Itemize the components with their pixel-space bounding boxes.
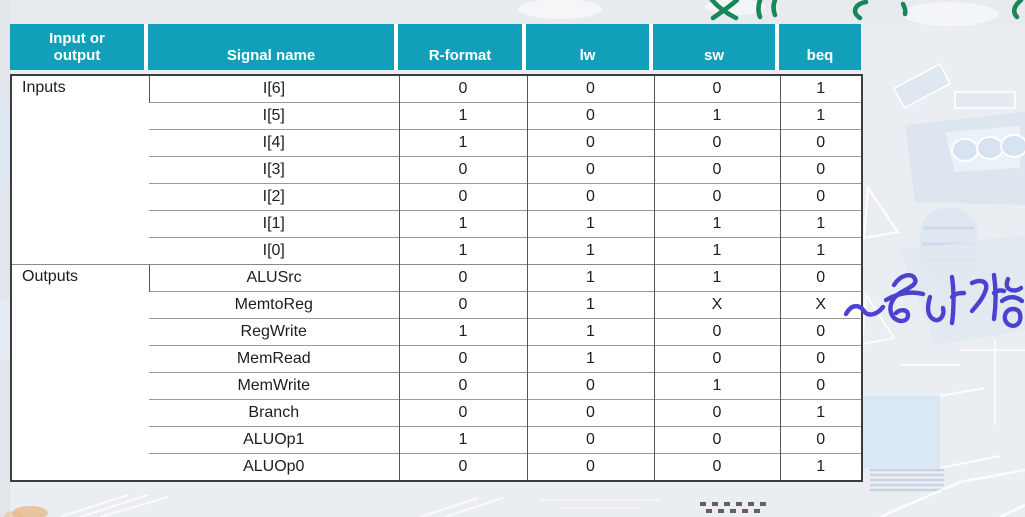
table-row (11, 265, 862, 292)
signal-value-cell: 0 (654, 319, 780, 346)
signal-value-cell: 0 (780, 265, 862, 292)
signal-value-cell: 0 (654, 454, 780, 482)
signal-value-cell: X (654, 292, 780, 319)
signal-name-cell: I[2] (149, 184, 399, 211)
column-header-label: sw (703, 47, 724, 64)
signal-value-cell: 1 (654, 373, 780, 400)
table-row (11, 75, 862, 103)
column-header-signal-name (148, 24, 398, 70)
signal-value-cell: 1 (780, 211, 862, 238)
signal-name-cell: MemtoReg (149, 292, 399, 319)
handwritten-note (842, 270, 1024, 336)
signal-value-cell: 1 (399, 319, 527, 346)
signal-value-cell: 1 (654, 103, 780, 130)
signal-value-cell: 0 (399, 454, 527, 482)
column-header-label: lw (579, 47, 596, 64)
column-header-sw (653, 24, 779, 70)
signal-value-cell: 0 (780, 319, 862, 346)
signal-value-cell: 0 (399, 157, 527, 184)
signal-value-cell: 1 (399, 103, 527, 130)
signal-value-cell: 0 (399, 292, 527, 319)
signal-value-cell: 0 (527, 454, 654, 482)
signal-value-cell: 0 (780, 130, 862, 157)
signal-value-cell: 0 (527, 373, 654, 400)
table-body (11, 75, 862, 481)
signal-name-cell: ALUOp1 (149, 427, 399, 454)
signal-name-cell: I[0] (149, 238, 399, 265)
signal-name-cell: ALUOp0 (149, 454, 399, 482)
column-header-label: R-format (428, 47, 492, 64)
signal-value-cell: 1 (399, 238, 527, 265)
signal-value-cell: 1 (527, 265, 654, 292)
control-table-header (10, 24, 861, 70)
signal-value-cell: 1 (780, 454, 862, 482)
signal-value-cell: 0 (527, 103, 654, 130)
signal-value-cell: 1 (654, 265, 780, 292)
signal-value-cell: 0 (780, 373, 862, 400)
signal-value-cell: 0 (780, 346, 862, 373)
signal-name-cell: RegWrite (149, 319, 399, 346)
signal-value-cell: 0 (780, 427, 862, 454)
column-header-input-or-output (10, 24, 148, 70)
column-header-beq (779, 24, 861, 70)
signal-value-cell: 0 (654, 75, 780, 103)
signal-value-cell: 0 (654, 157, 780, 184)
signal-value-cell: 0 (527, 400, 654, 427)
signal-value-cell: 1 (780, 75, 862, 103)
signal-value-cell: 0 (654, 427, 780, 454)
signal-value-cell: 0 (780, 184, 862, 211)
signal-value-cell: X (780, 292, 862, 319)
signal-value-cell: 1 (527, 346, 654, 373)
signal-name-cell: I[4] (149, 130, 399, 157)
signal-name-cell: I[5] (149, 103, 399, 130)
column-header-label: Signal name (226, 47, 316, 64)
signal-value-cell: 1 (654, 238, 780, 265)
signal-value-cell: 1 (399, 130, 527, 157)
signal-value-cell: 1 (399, 211, 527, 238)
signal-value-cell: 0 (780, 157, 862, 184)
signal-value-cell: 1 (527, 292, 654, 319)
signal-value-cell: 0 (399, 75, 527, 103)
signal-name-cell: I[6] (149, 75, 399, 103)
signal-name-cell: MemWrite (149, 373, 399, 400)
signal-value-cell: 0 (654, 130, 780, 157)
signal-value-cell: 0 (527, 427, 654, 454)
signal-value-cell: 0 (527, 75, 654, 103)
signal-name-cell: Branch (149, 400, 399, 427)
row-group-label: Inputs (11, 75, 149, 265)
signal-value-cell: 1 (527, 211, 654, 238)
signal-name-cell: I[3] (149, 157, 399, 184)
handwriting-top-strokes (690, 0, 1025, 22)
signal-value-cell: 1 (780, 238, 862, 265)
column-header-r-format (398, 24, 526, 70)
signal-value-cell: 0 (399, 265, 527, 292)
signal-value-cell: 0 (654, 184, 780, 211)
signal-value-cell: 0 (399, 400, 527, 427)
signal-value-cell: 1 (399, 427, 527, 454)
signal-value-cell: 1 (780, 103, 862, 130)
signal-value-cell: 0 (527, 157, 654, 184)
signal-value-cell: 0 (654, 346, 780, 373)
signal-value-cell: 0 (399, 346, 527, 373)
signal-value-cell: 0 (527, 130, 654, 157)
signal-value-cell: 0 (399, 373, 527, 400)
signal-name-cell: MemRead (149, 346, 399, 373)
control-signal-table (10, 74, 861, 482)
column-header-label: beq (806, 47, 834, 64)
signal-value-cell: 0 (399, 184, 527, 211)
signal-name-cell: I[1] (149, 211, 399, 238)
signal-value-cell: 1 (654, 211, 780, 238)
signal-value-cell: 1 (780, 400, 862, 427)
column-header-label: Input or output (49, 30, 105, 64)
column-header-lw (526, 24, 653, 70)
signal-name-cell: ALUSrc (149, 265, 399, 292)
signal-value-cell: 1 (527, 238, 654, 265)
row-group-label: Outputs (11, 265, 149, 482)
signal-value-cell: 0 (654, 400, 780, 427)
signal-value-cell: 1 (527, 319, 654, 346)
signal-value-cell: 0 (527, 184, 654, 211)
